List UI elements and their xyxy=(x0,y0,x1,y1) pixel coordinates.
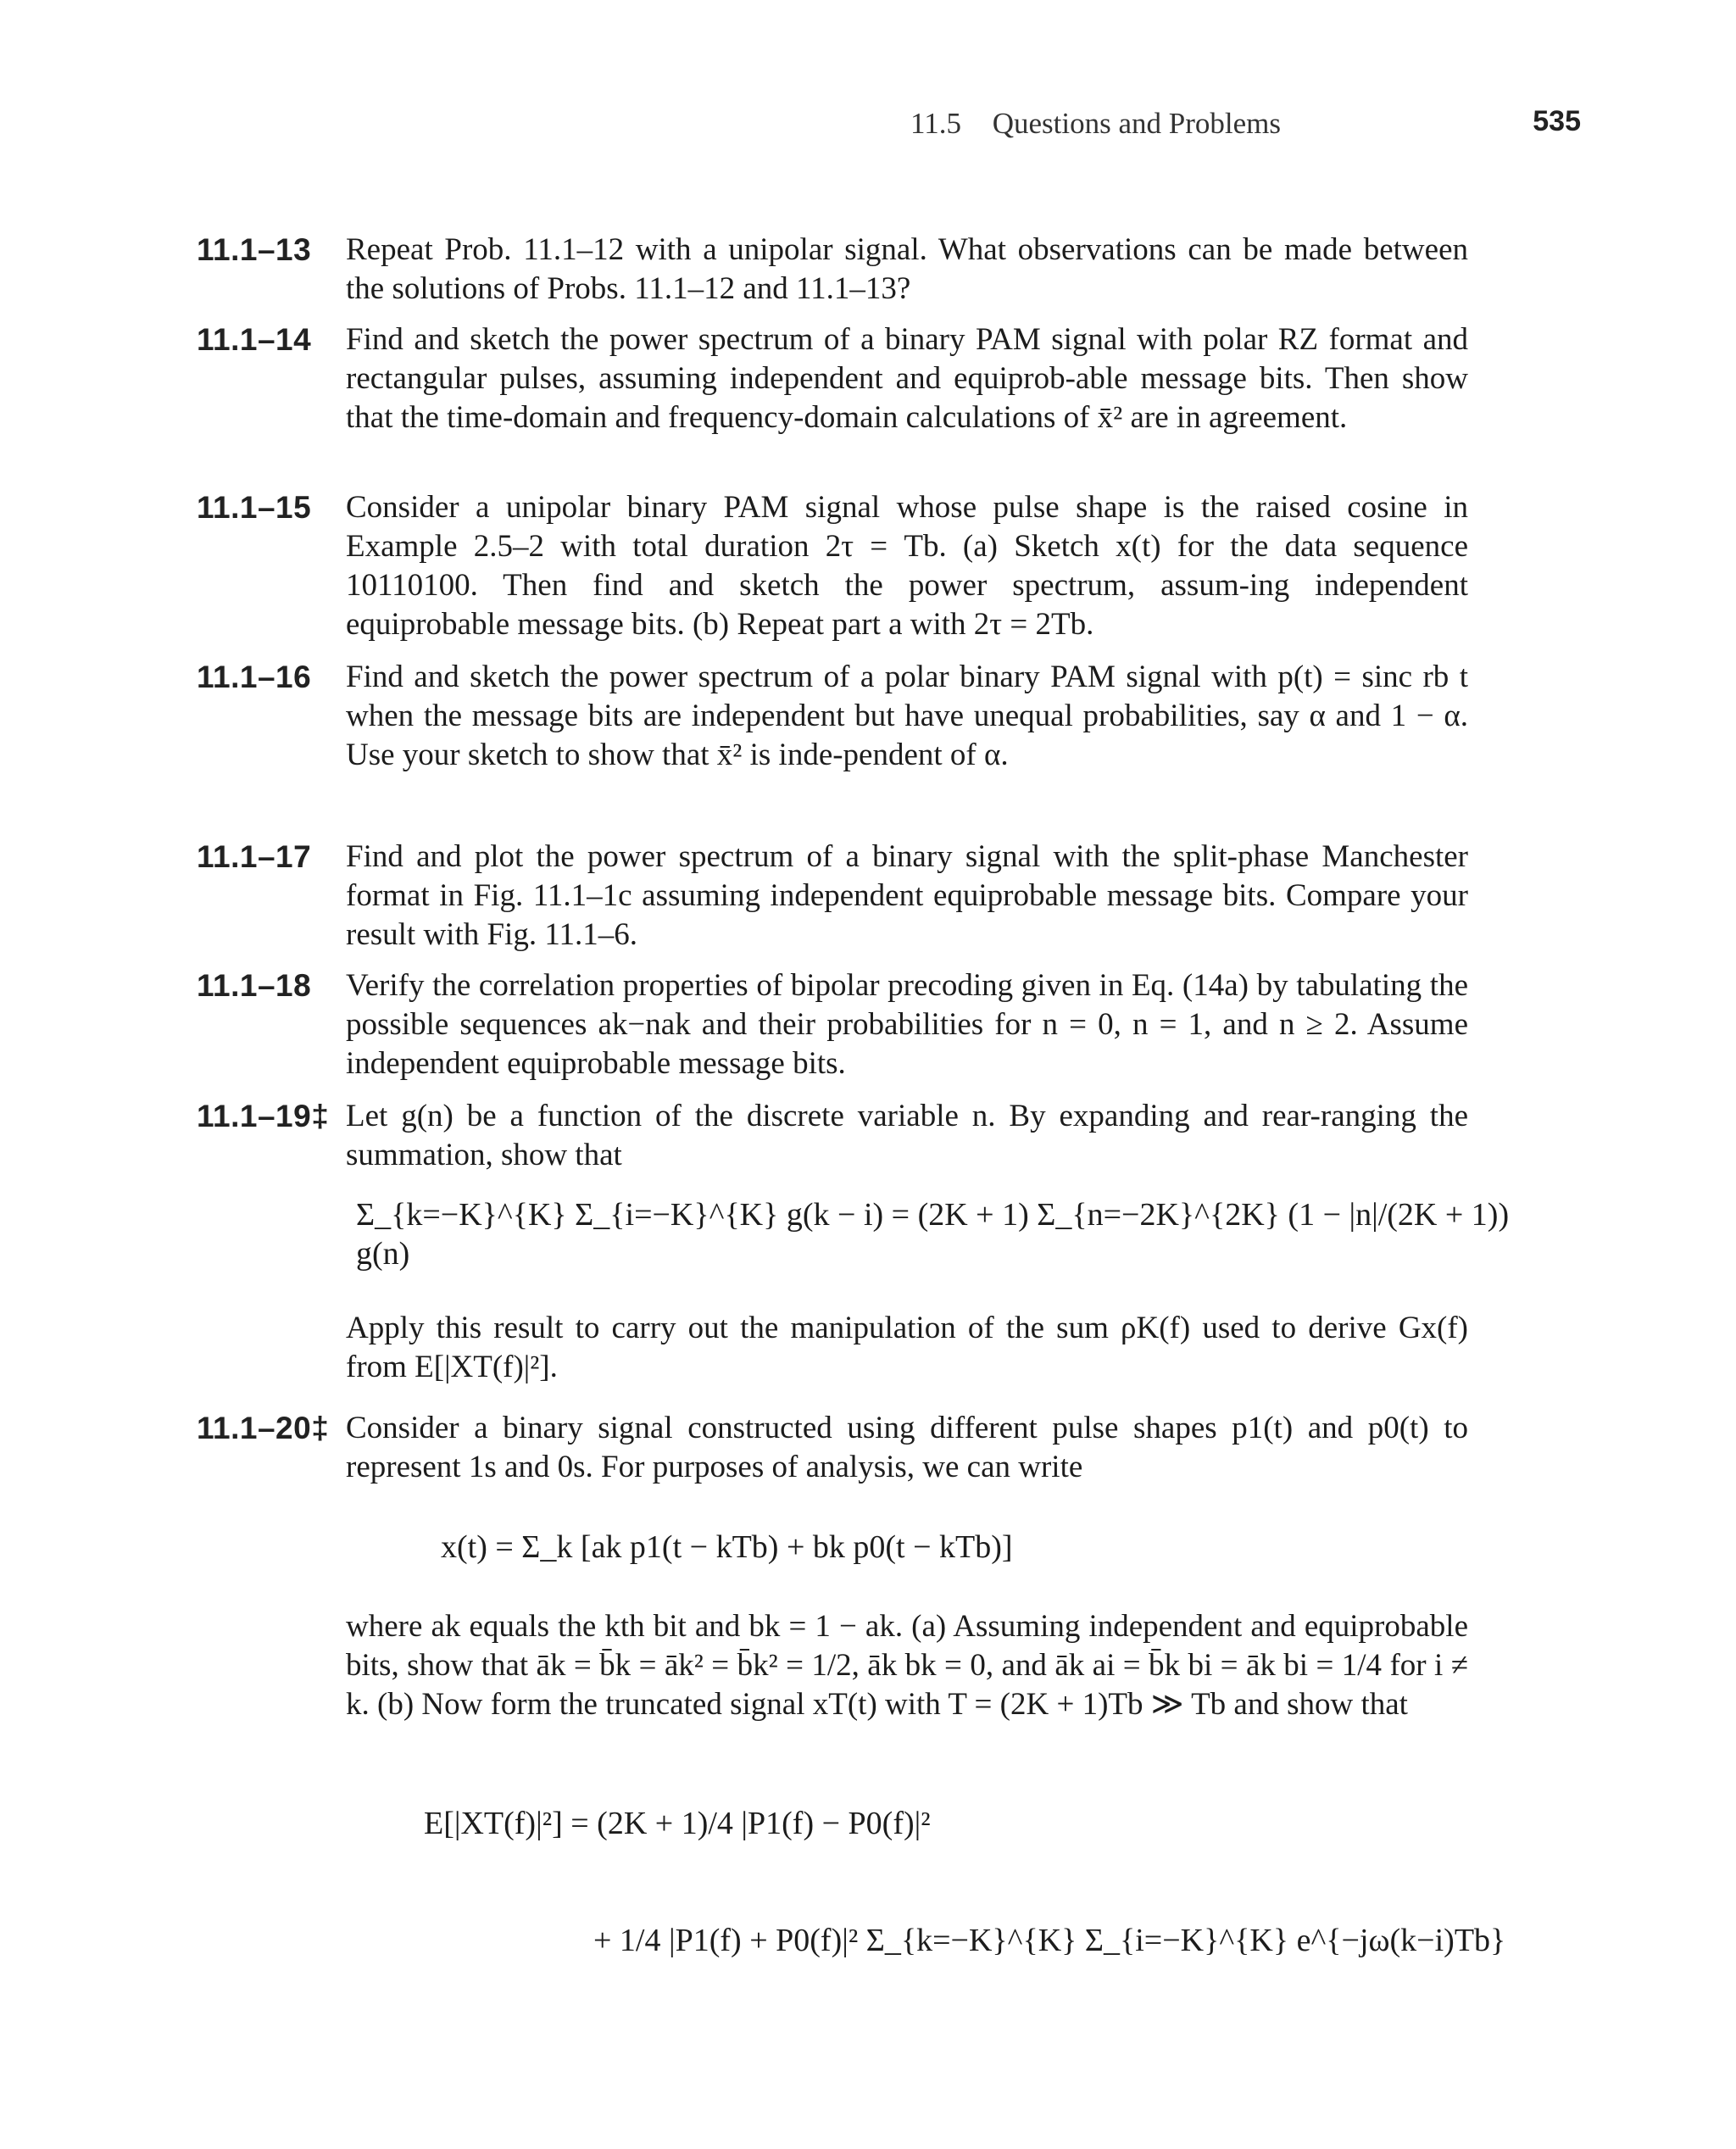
running-head xyxy=(910,107,1281,141)
equation-11-1-20-spectrum-line2: + 1/4 |P1(f) + P0(f)|² Σ_{k=−K}^{K} Σ_{i=−K}^{K} e^{−jω(k−i)Tb} xyxy=(593,1923,1506,1958)
problem-text: Verify the correlation properties of bipolar precoding given in Eq. (14a) by tabulating the possible sequences ak−nak and their probabilities for n = 0, n = 1, and n ≥ 2. Assume independent equiprobable message bits. xyxy=(346,968,1468,1081)
problem-number: 11.1–15 xyxy=(197,490,312,525)
problem-text-after: where ak equals the kth bit and bk = 1 − ak. (a) Assuming independent and equiprobable bits, show that āk = b̄k = āk² = b̄k² = 1/2, āk bk = 0, and āk ai = b̄k bi = āk bi = 1/4 for i ≠ k. (b) Now form the truncated signal xT(t) with T = (2K + 1)Tb ≫ Tb and show that xyxy=(346,1609,1468,1722)
problem-number: 11.1–16 xyxy=(197,660,312,694)
problem-text-after: Apply this result to carry out the manipulation of the sum ρK(f) used to derive Gx(f) from E[|XT(f)|²]. xyxy=(346,1311,1468,1384)
problem-11-1-16 xyxy=(197,658,1638,775)
problem-text: Find and sketch the power spectrum of a polar binary PAM signal with p(t) = sinc rb t when the message bits are independent but have unequal probabilities, say α and 1 − α. Use your sketch to show that x̄² is inde-pendent of α. xyxy=(346,660,1468,772)
problem-11-1-15 xyxy=(197,488,1638,644)
problem-11-1-18 xyxy=(197,966,1638,1083)
problem-11-1-17 xyxy=(197,838,1638,955)
problem-number: 11.1–18 xyxy=(197,968,312,1003)
problem-11-1-19 xyxy=(197,1097,1638,1175)
problem-text: Repeat Prob. 11.1–12 with a unipolar signal. What observations can be made between the solutions of Probs. 11.1–12 and 11.1–13? xyxy=(346,232,1468,306)
problem-number: 11.1–19‡ xyxy=(197,1099,330,1133)
problem-number: 11.1–14 xyxy=(197,322,312,357)
problem-11-1-13 xyxy=(197,231,1638,309)
page-number: 535 xyxy=(1533,105,1581,137)
problem-11-1-14 xyxy=(197,320,1638,437)
problem-number: 11.1–20‡ xyxy=(197,1411,330,1445)
equation-11-1-19: Σ_{k=−K}^{K} Σ_{i=−K}^{K} g(k − i) = (2K + 1) Σ_{n=−2K}^{2K} (1 − |n|/(2K + 1)) g(n) xyxy=(356,1197,1510,1272)
problem-number: 11.1–17 xyxy=(197,839,312,874)
equation-11-1-20-signal: x(t) = Σ_k [ak p1(t − kTb) + bk p0(t − kTb)] xyxy=(441,1529,1013,1565)
problem-11-1-19-continued xyxy=(197,1309,1638,1387)
problem-text: Find and plot the power spectrum of a binary signal with the split-phase Manchester format in Fig. 11.1–1c assuming independent equiprobable message bits. Compare your result with Fig. 11.1–6. xyxy=(346,839,1468,952)
problem-number: 11.1–13 xyxy=(197,232,312,267)
problem-text: Let g(n) be a function of the discrete variable n. By expanding and rear-ranging the summation, show that xyxy=(346,1099,1468,1172)
equation-11-1-20-spectrum-line1: E[|XT(f)|²] = (2K + 1)/4 |P1(f) − P0(f)|² xyxy=(424,1806,931,1841)
problem-11-1-20-continued xyxy=(197,1607,1638,1724)
section-number: 11.5 xyxy=(910,107,961,140)
section-title: Questions and Problems xyxy=(992,107,1281,140)
problem-text: Consider a unipolar binary PAM signal whose pulse shape is the raised cosine in Example 2.5–2 with total duration 2τ = Tb. (a) Sketch x(t) for the data sequence 10110100. Then find and sketch the power spectrum, assum-ing independent equiprobable message bits. (b) Repeat part a with 2τ = 2Tb. xyxy=(346,490,1468,642)
problem-text: Find and sketch the power spectrum of a binary PAM signal with polar RZ format and rectangular pulses, assuming independent and equiprob-able message bits. Then show that the time-domain and frequency-domain calculations of x̄² are in agreement. xyxy=(346,322,1468,435)
problem-11-1-20 xyxy=(197,1409,1638,1487)
problem-text: Consider a binary signal constructed using different pulse shapes p1(t) and p0(t) to represent 1s and 0s. For purposes of analysis, we can write xyxy=(346,1411,1468,1484)
